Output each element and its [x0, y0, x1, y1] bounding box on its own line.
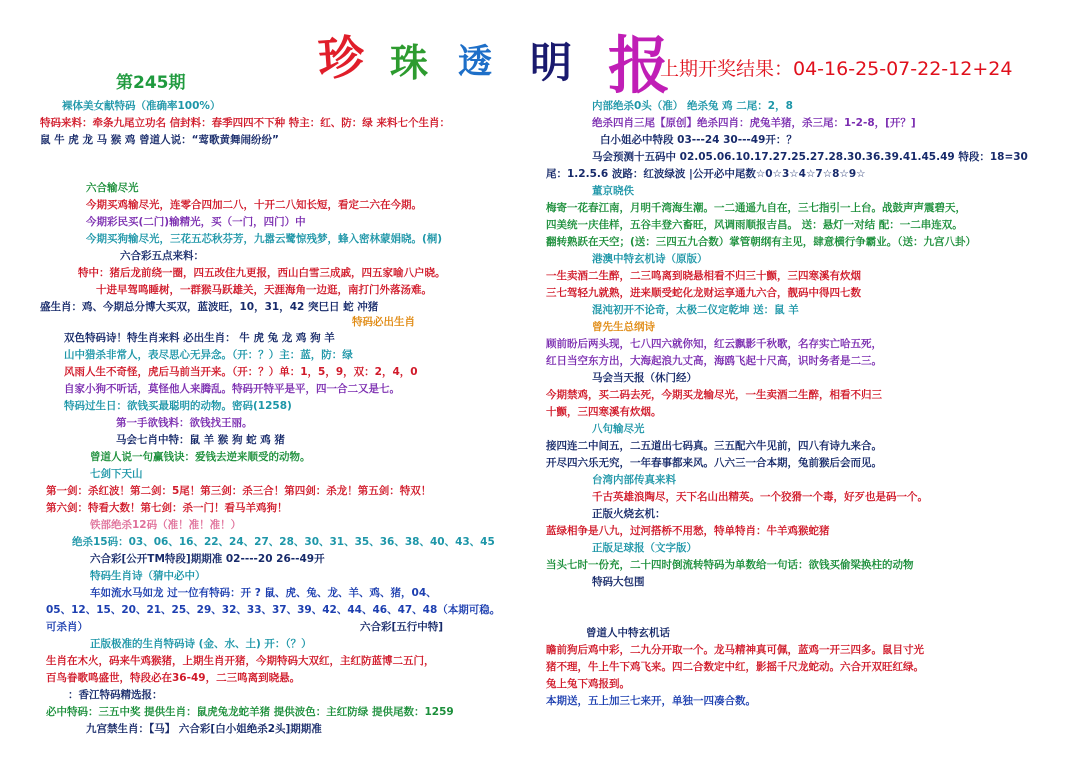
right-text-line: 马会预测十五码中 02.05.06.10.17.27.25.27.28.30.36.39.41.45.49 特段：18=30 — [592, 151, 1028, 163]
right-text-line: 十颤，三四寒溪有炊烟。 — [546, 406, 662, 418]
left-text-line: 05、12、15、20、21、25、29、32、33、37、39、42、44、46、47、48（本期可稳。 — [46, 604, 501, 616]
left-text-line: 七剑下天山 — [90, 468, 143, 480]
left-text-line: 风雨人生不奇怪，虎后马前当开来。（开：？）单：1，5，9，双：2，4，0 — [64, 366, 418, 378]
right-text-line: 港澳中特玄机诗（原版） — [592, 253, 708, 265]
left-text-line: 今期买鸡输尽光，连零合四加二八，十开二八知长短，看定二六在今期。 — [86, 199, 422, 211]
left-text-line: 车如流水马如龙 过一位有特码：开 ? 鼠、虎、兔、龙、羊、鸡、猪，04、 — [90, 587, 437, 599]
right-text-line: 红日当空东方出，大海起浪九丈高，海鸥飞起十尺高，识时务者是二三。 — [546, 355, 882, 367]
right-text-line: 内部绝杀0头（准） 绝杀兔 鸡 二尾：2，8 — [592, 100, 793, 112]
right-text-line: 瞻前狗后鸡中彩，二九分开取一个。龙马精神真可佩，蓝鸡一开三四多。鼠目寸光 — [546, 644, 924, 656]
left-text-line: 今期买狗输尽光，三花五芯秋芬芳，九嚣云鹭惊残梦，蜂入密林蒙娟晓。(桐) — [86, 233, 443, 245]
left-text-line: 盛生肖：鸡、今期总分博大买双，蓝波旺，10，31，42 突巳日 蛇 冲猪 — [40, 301, 379, 313]
right-text-line: 接四连二中间五，二五道出七码真。三五配六牛见前，四八有诗九来合。 — [546, 440, 882, 452]
right-text-line: 梅寄一花春江南，月明千湾海生潮。一二通遥九自在，三七指引一上台。战鼓声声震碧天， — [546, 202, 966, 214]
left-text-line: 鼠 牛 虎 龙 马 猴 鸡 曾道人说：“莺歌黄舞闹纷纷” — [40, 134, 279, 146]
right-text-line: 三七驾轻九就熟，进来顺受蛇化龙财运享通九六合，靓码中得四七数 — [546, 287, 861, 299]
masthead-char-5: 报 — [608, 29, 671, 102]
left-text-line: 六合彩五点来料： — [120, 250, 204, 262]
right-text-line: 开尽四六乐无究，一年春事都来风。八六三一合本期，兔前猴后会而见。 — [546, 457, 882, 469]
left-text-line: 铁部绝杀12码（准！准！准！） — [90, 519, 242, 531]
right-text-line: 白小姐必中特段 03---24 30---49开：？ — [600, 134, 797, 146]
left-text-line: 特码生肖诗（猜中必中） — [90, 570, 206, 582]
right-text-line: 尾：1.2.5.6 波路：红波绿波 |公开必中尾数☆0☆3☆4☆7☆8☆9☆ — [546, 168, 866, 180]
left-text-line: 正版极准的生肖特码诗 (金、水、土) 开：（？） — [90, 638, 312, 650]
right-text-line: 顾前盼后两头现，七八四六就你知，红云飘影千秋歌，名存实亡哈五死， — [546, 338, 882, 350]
right-text-line: 翻转熟跃在天空；(送：三四五九合数）掌管朝纲有主见，肆意横行争霸业。（送：九宫八卦） — [546, 236, 977, 248]
right-text-line: 台湾内部传真来料 — [592, 474, 676, 486]
right-text-line: 曾道人中特玄机话 — [586, 627, 670, 639]
issue-number: 第245期 — [116, 73, 186, 93]
masthead-char-2: 珠 — [390, 40, 429, 85]
right-text-line: 绝杀四肖三尾【原创】绝杀四肖：虎兔羊猪，杀三尾：1-2-8，[开？] — [592, 117, 916, 129]
left-text-line: 马会七肖中特：鼠 羊 猴 狗 蛇 鸡 猪 — [116, 434, 285, 446]
masthead-char-4: 明 — [530, 38, 573, 87]
left-text-line: 双色特码诗！特生肖来料 必出生肖： 牛 虎 兔 龙 鸡 狗 羊 — [64, 332, 335, 344]
left-text-line: 特码来料：牵条九尾立功名 信封料：春季四四不下种 特主：红、防：绿 来料七个生肖： — [40, 117, 450, 129]
right-text-line: 董京晓佚 — [592, 185, 634, 197]
left-text-line: 生肖在木火，码来牛鸡猴猪，上期生肖开猪，今期特码大双红，主红防蓝博二五门， — [46, 655, 435, 667]
left-text-line: 自家小狗不听话，莫怪他人来腾乱。特码开特平是平，四一合二又是七。 — [64, 383, 400, 395]
left-text-line: 六合输尽光 — [86, 182, 139, 194]
right-text-line: 曾先生总纲诗 — [592, 321, 655, 333]
left-text-line: 九宫禁生肖：【马】 六合彩[白小姐绝杀2头]期期准 — [86, 723, 322, 735]
right-text-line: 马会当天报（休门经） — [592, 372, 697, 384]
left-text-line: 第一手欲钱料：欲钱找王丽。 — [116, 417, 253, 429]
right-text-line: 正版火烧玄机： — [592, 508, 666, 520]
left-text-line: 特中：猪后龙前绕一圈，四五改住九更报，西山白雪三成戚，四五家喻八户晓。 — [78, 267, 446, 279]
left-text-line: 今期彩民买(二门)输精光，买（一门，四门）中 — [86, 216, 306, 228]
right-text-line: 一生卖酒二生醉，二三鸣离到晓悬相看不归三十颤，三四寒溪有炊烟 — [546, 270, 861, 282]
right-text-line: 正版足球报（文字版） — [592, 542, 697, 554]
left-text-line: 山中猎杀非常人，表尽思心无异念。（开：？）主：蓝，防：绿 — [64, 349, 353, 361]
right-text-line: 本期送，五上加三七来开，单独一四凑合数。 — [546, 695, 756, 707]
left-text-line: 特码必出生肖 — [352, 316, 415, 328]
last-result: 上期开奖结果：04-16-25-07-22-12+24 — [660, 58, 1013, 80]
left-text-line: 绝杀15码：03、06、16、22、24、27、28、30、31、35、36、38、40、43、45 — [72, 536, 495, 548]
left-text-line: 六合彩[公开TM特段]期期准 02----20 26--49开 — [90, 553, 325, 565]
right-text-line: 八句输尽光 — [592, 423, 645, 435]
left-text-line: 百鸟眷歌鸣盛世，特段必在36-49，二三鸣离到晓悬。 — [46, 672, 301, 684]
left-text-line: 十进早驾鸣睡树，一群猴马跃雄关，天涯海角一边逛，南打门外落汤难。 — [96, 284, 432, 296]
right-text-line: 今期禁鸡，买二码去死，今期买龙输尽光，一生卖酒二生醉，相看不归三 — [546, 389, 882, 401]
masthead-char-3: 透 — [458, 42, 492, 82]
right-text-line: 四美统一庆佳样，五谷丰登六畜旺，风调雨顺报吉昌。 送：悬灯一对结 配：一二串连双。 — [546, 219, 963, 231]
left-text-line: ：香江特码精选报： — [68, 689, 163, 701]
right-text-line: 当头七时一份充，二十四时倒流转特码为单数给一句话：欲钱买偷梁换柱的动物 — [546, 559, 914, 571]
left-text-line: 曾道人说一句赢钱诀：爱钱去逆来顺受的动物。 — [90, 451, 311, 463]
right-text-line: 千古英雄浪陶尽，天下名山出精英。一个狡猾一个毒，好歹也是码一个。 — [592, 491, 928, 503]
right-text-line: 特码大包围 — [592, 576, 645, 588]
left-text-line: 可杀肖） — [46, 621, 88, 633]
left-text-line: 裸体美女献特码（准确率100%） — [62, 100, 221, 112]
left-text-line: 第一剑：杀红波！第二剑：5尾！第三剑：杀三合！第四剑：杀龙！第五剑：特双！ — [46, 485, 432, 497]
right-text-line: 猪不理，牛上牛下鸡飞来。四二合数定中红，影摇千尺龙蛇动。六合开双旺红绿。 — [546, 661, 924, 673]
right-text-line: 混沌初开不论奇，太极二仪定乾坤 送：鼠 羊 — [592, 304, 799, 316]
left-text-line: 第六剑：特看大数！第七剑：杀一门！看马羊鸡狗！ — [46, 502, 288, 514]
left-text-line: 必中特码：三五中奖 提供生肖：鼠虎兔龙蛇羊猪 提供波色：主红防绿 提供尾数：1259 — [46, 706, 454, 718]
right-text-line: 兔上兔下鸡报到。 — [546, 678, 630, 690]
right-text-line: 蓝绿相争是八九，过河搭桥不用愁，特单特肖：牛羊鸡猴蛇猪 — [546, 525, 830, 537]
masthead-char-1: 珍 — [316, 29, 367, 87]
left-text-line: 六合彩[五行中特] — [360, 621, 444, 633]
left-text-line: 特码过生日：欲钱买最聪明的动物。密码(1258) — [64, 400, 292, 412]
